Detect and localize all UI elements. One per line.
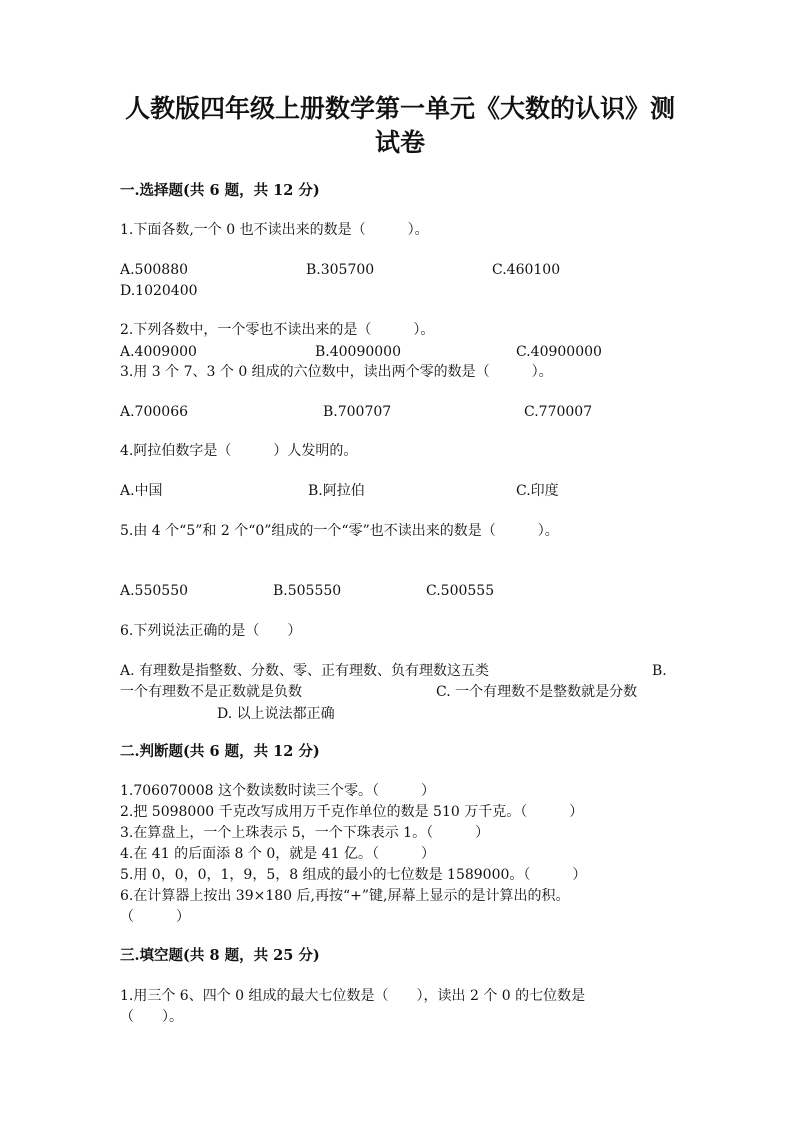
judgement-item: 4.在 41 的后面添 8 个 0，就是 41 亿。（ ） [120, 846, 435, 862]
option: A.4009000 [120, 344, 197, 360]
option: C.40900000 [516, 344, 602, 360]
question-stem: 1.下面各数,一个 0 也不读出来的数是（ ）。 [120, 222, 429, 238]
option: B.505550 [273, 583, 342, 599]
option: A.中国 [120, 483, 163, 499]
option: A.700066 [120, 404, 189, 420]
question-stem: 2.下列各数中，一个零也不读出来的是（ ）。 [120, 322, 435, 338]
option: B.700707 [323, 404, 392, 420]
option: D. 以上说法都正确 [217, 706, 335, 722]
option-text: 一个有理数不是正数就是负数 [120, 684, 302, 700]
title-line-2: 试卷 [374, 128, 425, 157]
page-title [100, 92, 700, 160]
judgement-item-continued: （ ） [120, 909, 190, 925]
judgement-item: 6.在计算器上按出 39×180 后,再按“+”键,屏幕上显示的是计算出的积。 [120, 888, 570, 904]
fill-in-item: 1.用三个 6、四个 0 组成的最大七位数是（ ），读出 2 个 0 的七位数是 [120, 988, 586, 1004]
option: C.770007 [524, 404, 593, 420]
option: A. 有理数是指整数、分数、零、正有理数、负有理数这五类 [120, 663, 490, 679]
option: A.550550 [120, 583, 189, 599]
section-heading-fill-in: 三.填空题(共 8 题，共 25 分) [120, 947, 320, 964]
question-stem: 3.用 3 个 7、3 个 0 组成的六位数中，读出两个零的数是（ ）。 [120, 364, 553, 380]
judgement-item: 1.706070008 这个数读数时读三个零。（ ） [120, 783, 435, 799]
title-line-1: 人教版四年级上册数学第一单元《大数的认识》测 [124, 94, 675, 123]
option: B.305700 [306, 262, 375, 278]
question-stem: 4.阿拉伯数字是（ ）人发明的。 [120, 443, 358, 459]
section-heading-judgement: 二.判断题(共 6 题，共 12 分) [120, 743, 320, 760]
option: C.印度 [516, 483, 559, 499]
option: B.40090000 [315, 344, 401, 360]
option: D.1020400 [120, 283, 198, 299]
judgement-item: 3.在算盘上，一个上珠表示 5，一个下珠表示 1。（ ） [120, 825, 490, 841]
judgement-item: 5.用 0，0，0，1，9，5，8 组成的最小的七位数是 1589000。（ ） [120, 867, 587, 883]
option: A.500880 [120, 262, 189, 278]
option: B.阿拉伯 [308, 483, 365, 499]
option: B. [652, 663, 667, 679]
option: C.460100 [492, 262, 561, 278]
fill-in-item-continued: （ ）。 [120, 1009, 183, 1025]
option: C.500555 [426, 583, 495, 599]
question-stem: 6.下列说法正确的是（ ） [120, 623, 302, 639]
judgement-item: 2.把 5098000 千克改写成用万千克作单位的数是 510 万千克。（ ） [120, 804, 584, 820]
question-stem: 5.由 4 个“5”和 2 个“0”组成的一个“零”也不读出来的数是（ ）。 [120, 523, 559, 539]
option: C. 一个有理数不是整数就是分数 [436, 684, 638, 700]
section-heading-choice: 一.选择题(共 6 题，共 12 分) [120, 182, 320, 199]
